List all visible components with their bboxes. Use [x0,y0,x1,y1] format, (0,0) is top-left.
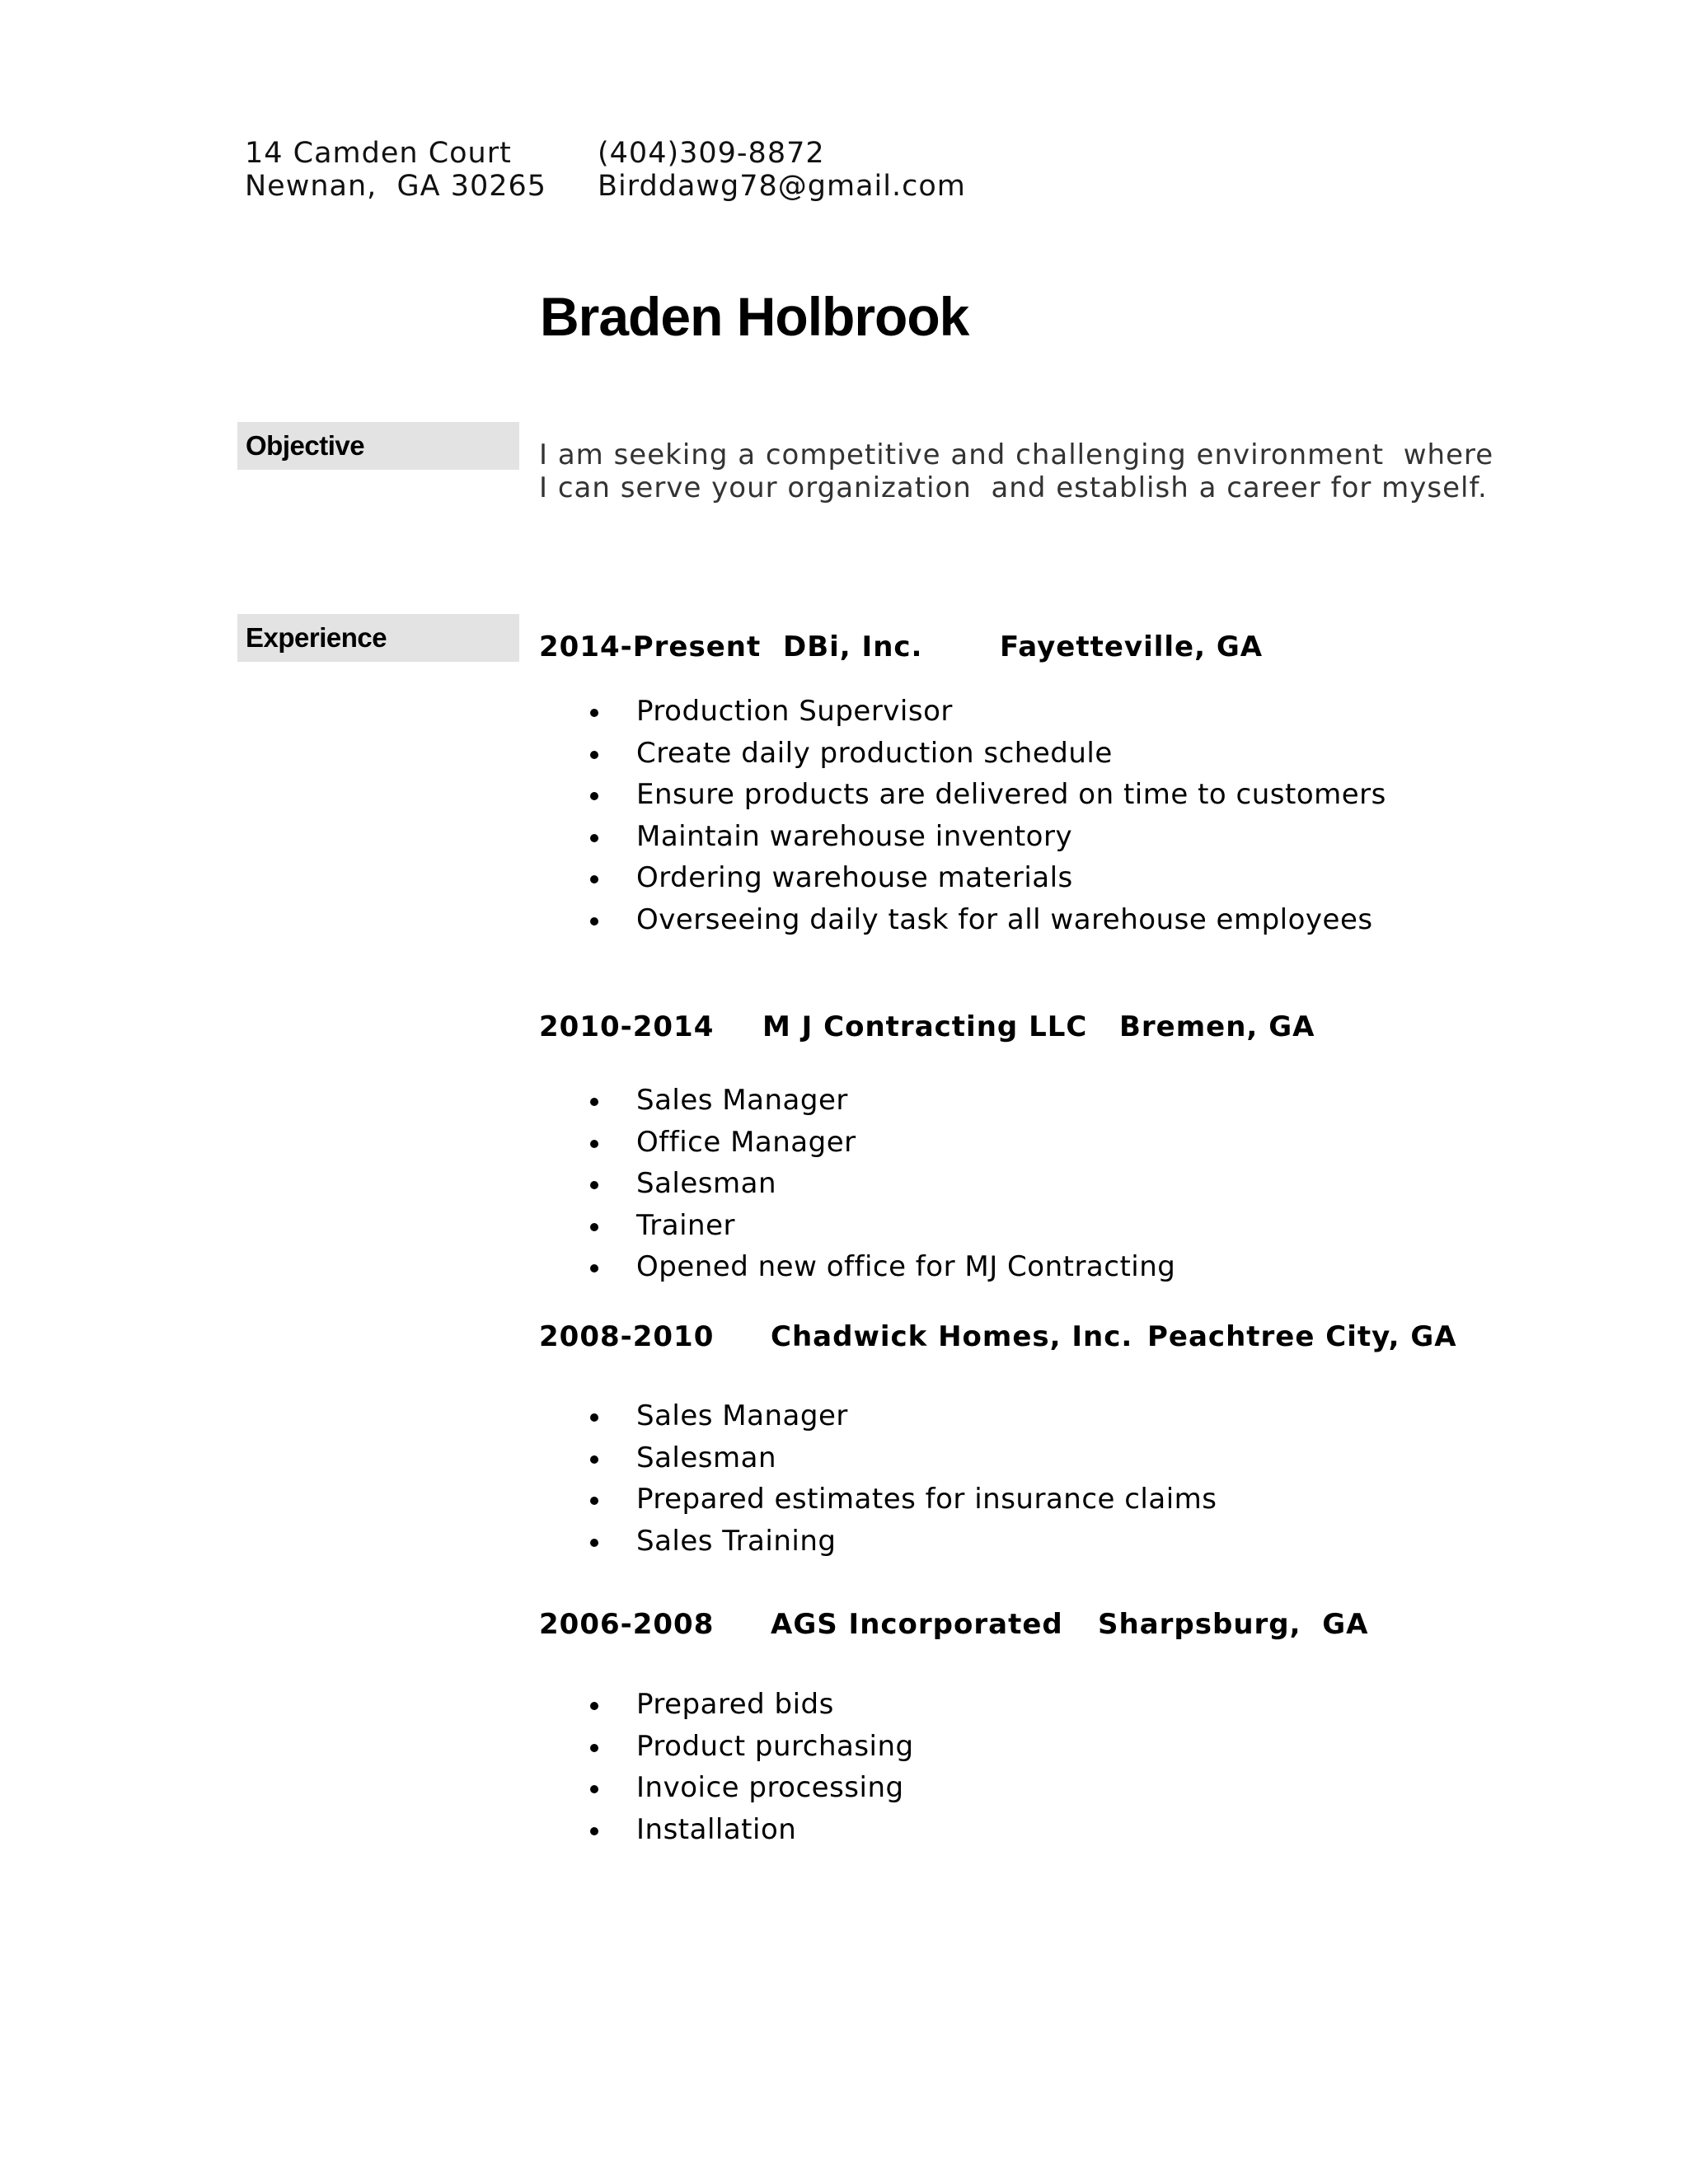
job-location: Bremen, GA [1119,1010,1315,1043]
list-item [587,816,1386,858]
bullet-icon [590,1744,598,1752]
duty-text: Sales Manager [636,1084,848,1117]
job-dates: 2008-2010 [539,1320,715,1353]
bullet-icon [590,751,598,759]
job-company: M J Contracting LLC [762,1010,1088,1043]
bullet-icon [590,1455,598,1464]
bullet-icon [590,1497,598,1505]
bullet-icon [590,1264,598,1272]
phone-number: (404)309-8872 [598,137,825,170]
duty-text: Prepared estimates for insurance claims [636,1483,1217,1516]
list-item [587,774,1386,816]
job-duties-list [587,1395,1217,1562]
bullet-icon [590,1785,598,1793]
address-line-2: Newnan, GA 30265 [245,170,547,203]
duty-text: Invoice processing [636,1771,904,1804]
job-location: Peachtree City, GA [1147,1320,1457,1353]
job-duties-list [587,691,1386,940]
duty-text: Product purchasing [636,1729,914,1763]
bullet-icon [590,1181,598,1189]
duty-text: Sales Training [636,1524,837,1558]
experience-heading: Experience [237,614,519,662]
bullet-icon [590,1098,598,1106]
objective-line-1: I am seeking a competitive and challenging environment where [539,438,1494,471]
bullet-icon [590,1827,598,1835]
list-item [587,1395,1217,1437]
job-duties-list [587,1684,914,1850]
duty-text: Installation [636,1812,797,1846]
job-company: Chadwick Homes, Inc. [771,1320,1133,1353]
job-dates: 2010-2014 [539,1010,715,1043]
duty-text: Trainer [636,1208,735,1242]
duty-text: Production Supervisor [636,695,953,728]
job-company: DBi, Inc. [783,630,923,663]
list-item [587,1479,1217,1521]
duty-text: Sales Manager [636,1399,848,1432]
objective-heading: Objective [237,422,519,470]
duty-text: Office Manager [636,1125,856,1159]
list-item [587,1767,914,1809]
duty-text: Overseeing daily task for all warehouse employees [636,902,1373,936]
duty-text: Ordering warehouse materials [636,861,1073,894]
job-duties-list [587,1080,1175,1288]
list-item [587,1809,914,1851]
list-item [587,899,1386,941]
bullet-icon [590,1223,598,1231]
list-item [587,857,1386,899]
job-location: Sharpsburg, GA [1098,1608,1369,1641]
list-item [587,1437,1217,1479]
list-item [587,691,1386,733]
list-item [587,1163,1175,1205]
list-item [587,1246,1175,1288]
objective-line-2: I can serve your organization and establish a career for myself. [539,471,1488,504]
bullet-icon [590,834,598,842]
list-item [587,733,1386,775]
duty-text: Salesman [636,1167,776,1200]
list-item [587,1122,1175,1164]
list-item [587,1684,914,1726]
bullet-icon [590,1140,598,1148]
duty-text: Salesman [636,1441,776,1474]
list-item [587,1080,1175,1122]
duty-text: Opened new office for MJ Contracting [636,1250,1176,1283]
address-line-1: 14 Camden Court [245,137,512,170]
list-item [587,1726,914,1768]
bullet-icon [590,792,598,800]
bullet-icon [590,1702,598,1710]
applicant-name: Braden Holbrook [540,286,969,347]
bullet-icon [590,875,598,883]
bullet-icon [590,1539,598,1547]
email-address: Birddawg78@gmail.com [598,170,966,203]
bullet-icon [590,1413,598,1422]
duty-text: Ensure products are delivered on time to customers [636,778,1386,811]
duty-text: Maintain warehouse inventory [636,819,1073,853]
job-dates: 2014-Present [539,630,762,663]
duty-text: Create daily production schedule [636,736,1113,770]
bullet-icon [590,709,598,717]
job-company: AGS Incorporated [771,1608,1063,1641]
bullet-icon [590,917,598,926]
duty-text: Prepared bids [636,1688,834,1721]
job-location: Fayetteville, GA [1000,630,1264,663]
list-item [587,1521,1217,1563]
list-item [587,1205,1175,1247]
job-dates: 2006-2008 [539,1608,715,1641]
